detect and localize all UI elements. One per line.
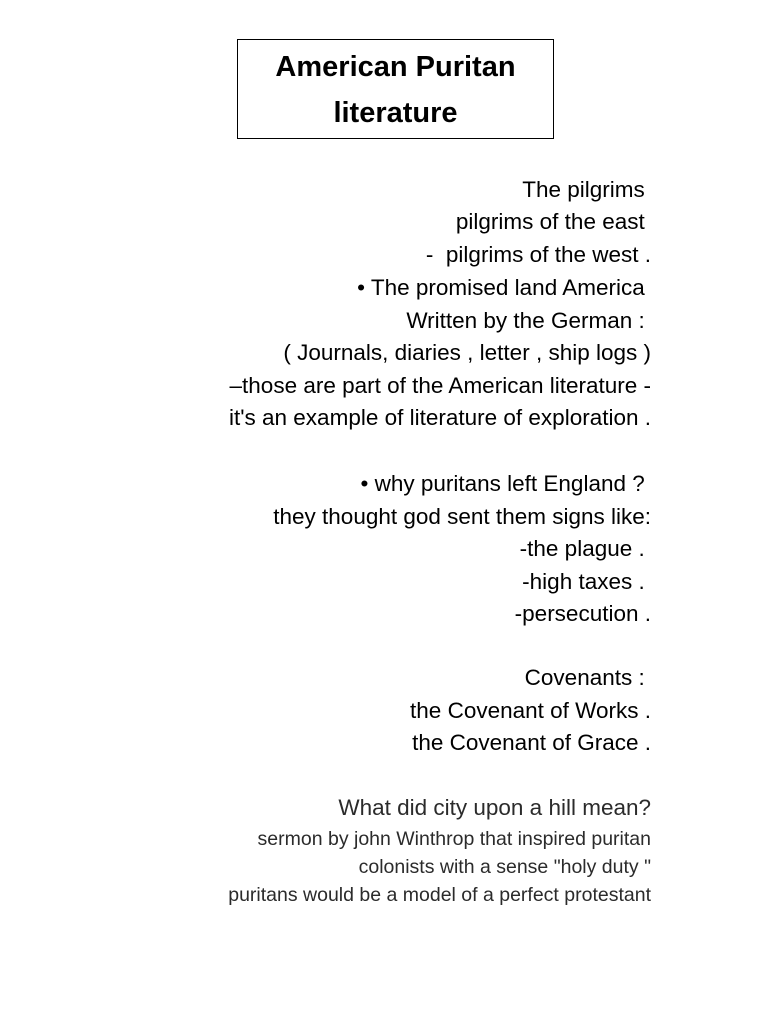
text-line-pilgrims-east: pilgrims of the east (455, 209, 651, 234)
text-line-covenant-works: the Covenant of Works . (410, 698, 651, 723)
heading-covenants: Covenants : (524, 665, 651, 690)
list-item-plague: -the plague . (519, 536, 651, 561)
title-box (237, 39, 554, 139)
text-line-holy-duty: colonists with a sense "holy duty " (358, 856, 651, 878)
text-line-pilgrims-west: - pilgrims of the west . (425, 242, 651, 267)
text-line-german: Written by the German : (406, 308, 651, 333)
text-line-model-protestant: puritans would be a model of a perfect protestant (228, 884, 651, 906)
page-title-line-2: literature (333, 97, 458, 129)
text-line-journals: ( Journals, diaries , letter , ship logs ) (283, 340, 651, 365)
text-line-sermon: sermon by john Winthrop that inspired puritan (257, 828, 651, 850)
text-line-signs: they thought god sent them signs like: (273, 504, 651, 529)
text-line-covenant-grace: the Covenant of Grace . (412, 730, 651, 755)
question-city-upon-hill: What did city upon a hill mean? (338, 795, 651, 820)
bullet-promised-land: • The promised land America (357, 275, 651, 300)
bullet-why-puritans: • why puritans left England ? (360, 471, 651, 496)
list-item-taxes: -high taxes . (522, 569, 651, 594)
text-line-american-literature: –those are part of the American literature - (229, 373, 651, 398)
page-title-line-1: American Puritan (275, 51, 516, 83)
text-line-exploration: it's an example of literature of exploration . (228, 405, 651, 430)
list-item-persecution: -persecution . (514, 601, 651, 626)
text-line-pilgrims: The pilgrims (522, 177, 651, 202)
